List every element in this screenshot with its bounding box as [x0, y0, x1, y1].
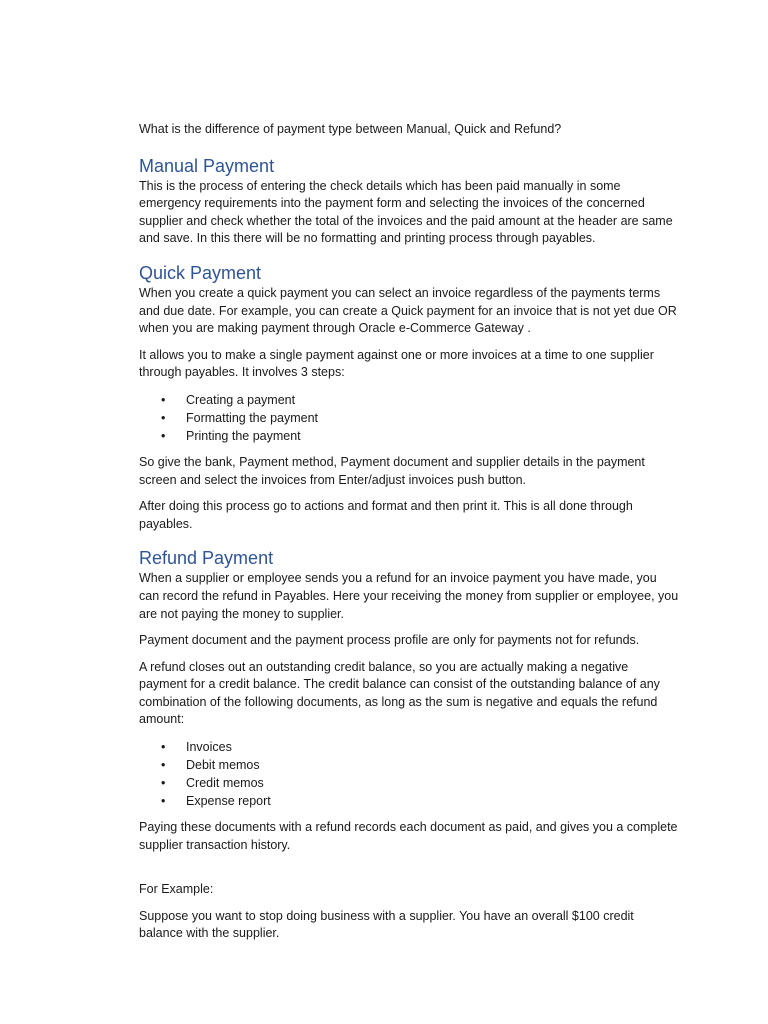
manual-payment-heading: Manual Payment — [139, 155, 275, 176]
step-label: Formatting the payment — [186, 410, 319, 425]
refund-payment-paragraph-3: A refund closes out an outstanding credit balance, so you are actually making a negative payment for a credit balance. The credit balance can consist of the outstanding balance of any combination of the following documents, as long as the sum is negative and equals the refund amount: — [139, 659, 660, 727]
quick-payment-paragraph-1: When you create a quick payment you can select an invoice regardless of the payments terms and due date. For example, you can create a Quick payment for an invoice that is not yet due OR when you are making payment through Oracle e-Commerce Gateway . — [139, 285, 677, 336]
document-label: Credit memos — [186, 776, 264, 791]
list-item — [139, 391, 679, 409]
step-label: Printing the payment — [186, 428, 301, 443]
example-label: For Example: — [139, 882, 214, 897]
bullet-icon: • — [161, 428, 166, 443]
document-label: Invoices — [186, 740, 232, 755]
list-item — [139, 738, 679, 756]
refund-payment-section — [139, 547, 679, 943]
refund-documents-list — [139, 738, 679, 810]
bullet-icon: • — [161, 794, 166, 809]
refund-payment-heading: Refund Payment — [139, 548, 274, 569]
step-label: Creating a payment — [186, 392, 296, 407]
manual-payment-paragraph: This is the process of entering the check details which has been paid manually in some emergency requirements into the payment form and selecting the invoices of the concerned supplier and check whether the total of the invoices and the paid amount at the header are same and save. In this there will be no formatting and printing process through payables. — [139, 178, 673, 246]
document-label: Expense report — [186, 794, 271, 809]
document-label: Debit memos — [186, 758, 260, 773]
manual-payment-section — [139, 155, 679, 248]
quick-payment-heading: Quick Payment — [139, 262, 262, 283]
question-text: What is the difference of payment type between Manual, Quick and Refund? — [139, 122, 562, 136]
document-page — [139, 116, 679, 957]
quick-payment-paragraph-2: It allows you to make a single payment against one or more invoices at a time to one supplier through payables. It involves 3 steps: — [139, 347, 654, 380]
blank-line — [139, 863, 679, 881]
list-item — [139, 756, 679, 774]
bullet-icon: • — [161, 410, 166, 425]
refund-payment-paragraph-4: Paying these documents with a refund records each document as paid, and gives you a complete supplier transaction history. — [139, 820, 678, 852]
list-item — [139, 774, 679, 792]
bullet-icon: • — [161, 776, 166, 791]
quick-payment-section — [139, 262, 679, 533]
example-paragraph: Suppose you want to stop doing business with a supplier. You have an overall $100 credit balance with the supplier. — [139, 908, 634, 941]
bullet-icon: • — [161, 392, 166, 407]
quick-payment-paragraph-4: After doing this process go to actions and format and then print it. This is all done through payables. — [139, 499, 633, 531]
bullet-icon: • — [161, 740, 166, 755]
refund-payment-paragraph-2: Payment document and the payment process profile are only for payments not for refunds. — [139, 633, 640, 648]
list-item — [139, 409, 679, 427]
bullet-icon: • — [161, 758, 166, 773]
quick-payment-paragraph-3: So give the bank, Payment method, Payment document and supplier details in the payment screen and select the invoices from Enter/adjust invoices push button. — [139, 454, 645, 487]
refund-payment-paragraph-1: When a supplier or employee sends you a refund for an invoice payment you have made, you can record the refund in Payables. Here your receiving the money from supplier or employee, you are not paying the money to supplier. — [139, 571, 679, 621]
list-item — [139, 427, 679, 445]
quick-payment-steps-list — [139, 391, 679, 445]
list-item — [139, 792, 679, 810]
